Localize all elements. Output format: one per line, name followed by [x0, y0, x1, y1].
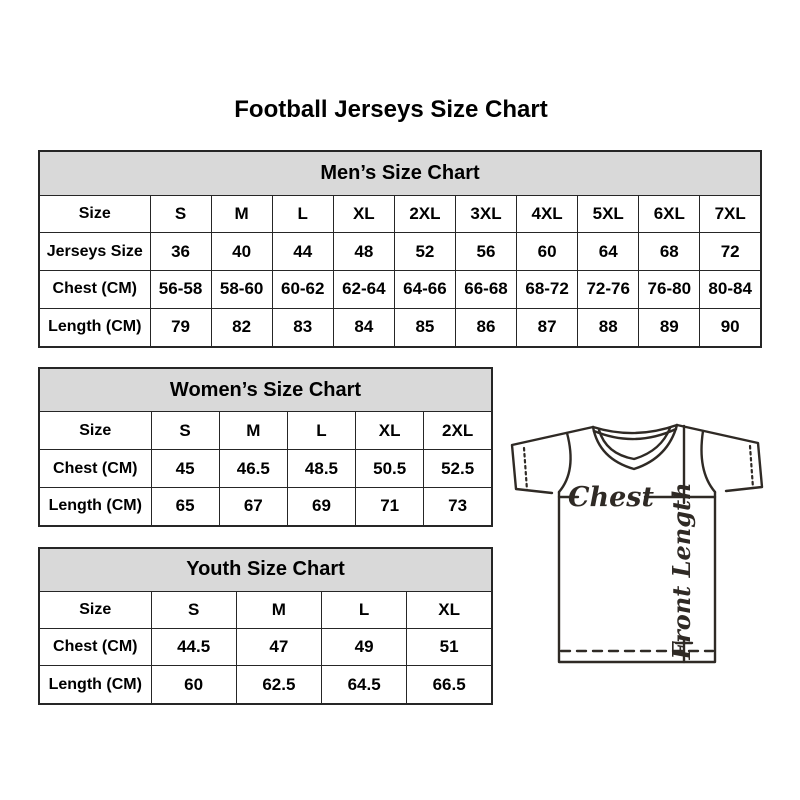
left-sleeve-stitch-icon	[524, 448, 527, 490]
women-table-row	[39, 487, 492, 526]
men-value-cell: 3XL	[455, 195, 516, 233]
men-value-cell: 84	[333, 308, 394, 347]
women-value-cell: 52.5	[424, 450, 492, 488]
youth-value-cell: 64.5	[322, 666, 407, 704]
men-value-cell: 66-68	[455, 271, 516, 309]
men-value-cell: 80-84	[700, 271, 761, 309]
men-value-cell: 79	[150, 308, 211, 347]
women-value-cell: 69	[287, 487, 355, 526]
men-value-cell: XL	[333, 195, 394, 233]
youth-table-row	[39, 666, 492, 704]
men-value-cell: 90	[700, 308, 761, 347]
women-value-cell: 50.5	[356, 450, 424, 488]
men-value-cell: 58-60	[211, 271, 272, 309]
women-table-title: Women’s Size Chart	[39, 368, 492, 412]
men-value-cell: 60	[517, 233, 578, 271]
men-value-cell: 72	[700, 233, 761, 271]
men-value-cell: 62-64	[333, 271, 394, 309]
page-title: Football Jerseys Size Chart	[234, 96, 548, 123]
youth-row-label: Length (CM)	[39, 666, 151, 704]
youth-size-table	[38, 547, 493, 705]
youth-row-label: Size	[39, 591, 151, 628]
men-row-label: Length (CM)	[39, 308, 150, 347]
men-row-label: Chest (CM)	[39, 271, 150, 309]
youth-row-label: Chest (CM)	[39, 629, 151, 666]
men-value-cell: 88	[578, 308, 639, 347]
women-table-row	[39, 450, 492, 488]
men-table-row	[39, 233, 761, 271]
women-value-cell: S	[151, 412, 219, 450]
men-value-cell: 52	[394, 233, 455, 271]
men-row-label: Size	[39, 195, 150, 233]
men-value-cell: 56	[455, 233, 516, 271]
women-value-cell: XL	[356, 412, 424, 450]
men-value-cell: 4XL	[517, 195, 578, 233]
women-value-cell: 71	[356, 487, 424, 526]
collar-back-arc-outer	[593, 425, 677, 433]
women-table-row	[39, 412, 492, 450]
women-row-label: Chest (CM)	[39, 450, 151, 488]
youth-value-cell: 62.5	[236, 666, 321, 704]
women-value-cell: 73	[424, 487, 492, 526]
women-value-cell: 2XL	[424, 412, 492, 450]
men-value-cell: 85	[394, 308, 455, 347]
right-sleeve-outline	[677, 425, 762, 491]
mens-size-table	[38, 150, 762, 348]
men-value-cell: 68	[639, 233, 700, 271]
men-table-title: Men’s Size Chart	[39, 151, 761, 195]
women-value-cell: 67	[219, 487, 287, 526]
youth-value-cell: 60	[151, 666, 236, 704]
youth-value-cell: L	[322, 591, 407, 628]
men-value-cell: 87	[517, 308, 578, 347]
right-sleeve-stitch-icon	[750, 446, 753, 488]
youth-value-cell: 49	[322, 629, 407, 666]
men-table-row	[39, 271, 761, 309]
youth-value-cell: 51	[407, 629, 492, 666]
womens-size-table	[38, 367, 493, 527]
women-value-cell: 45	[151, 450, 219, 488]
men-value-cell: 5XL	[578, 195, 639, 233]
men-table-row	[39, 195, 761, 233]
women-value-cell: 46.5	[219, 450, 287, 488]
men-value-cell: M	[211, 195, 272, 233]
men-value-cell: 83	[272, 308, 333, 347]
women-value-cell: M	[219, 412, 287, 450]
men-value-cell: 44	[272, 233, 333, 271]
men-value-cell: 82	[211, 308, 272, 347]
women-value-cell: 65	[151, 487, 219, 526]
men-value-cell: 2XL	[394, 195, 455, 233]
men-value-cell: 76-80	[639, 271, 700, 309]
men-value-cell: 6XL	[639, 195, 700, 233]
youth-value-cell: M	[236, 591, 321, 628]
men-value-cell: 60-62	[272, 271, 333, 309]
men-value-cell: 72-76	[578, 271, 639, 309]
men-value-cell: 64	[578, 233, 639, 271]
men-value-cell: 7XL	[700, 195, 761, 233]
men-value-cell: S	[150, 195, 211, 233]
collar-v-outer	[593, 425, 677, 469]
men-value-cell: 89	[639, 308, 700, 347]
youth-table-title: Youth Size Chart	[39, 548, 492, 591]
men-value-cell: 56-58	[150, 271, 211, 309]
youth-value-cell: 44.5	[151, 629, 236, 666]
women-value-cell: 48.5	[287, 450, 355, 488]
men-value-cell: 64-66	[394, 271, 455, 309]
men-value-cell: 48	[333, 233, 394, 271]
men-table-row	[39, 308, 761, 347]
men-value-cell: L	[272, 195, 333, 233]
women-value-cell: L	[287, 412, 355, 450]
youth-table-row	[39, 629, 492, 666]
youth-value-cell: 47	[236, 629, 321, 666]
youth-table-row	[39, 591, 492, 628]
women-row-label: Length (CM)	[39, 487, 151, 526]
men-value-cell: 36	[150, 233, 211, 271]
men-value-cell: 40	[211, 233, 272, 271]
right-sleeve-seam	[702, 431, 716, 492]
men-value-cell: 68-72	[517, 271, 578, 309]
front-length-label: Front Length	[667, 482, 696, 660]
jersey-measurement-diagram	[500, 413, 778, 675]
women-row-label: Size	[39, 412, 151, 450]
men-value-cell: 86	[455, 308, 516, 347]
youth-value-cell: S	[151, 591, 236, 628]
youth-value-cell: XL	[407, 591, 492, 628]
chest-label: Chest	[568, 482, 654, 513]
youth-value-cell: 66.5	[407, 666, 492, 704]
men-row-label: Jerseys Size	[39, 233, 150, 271]
